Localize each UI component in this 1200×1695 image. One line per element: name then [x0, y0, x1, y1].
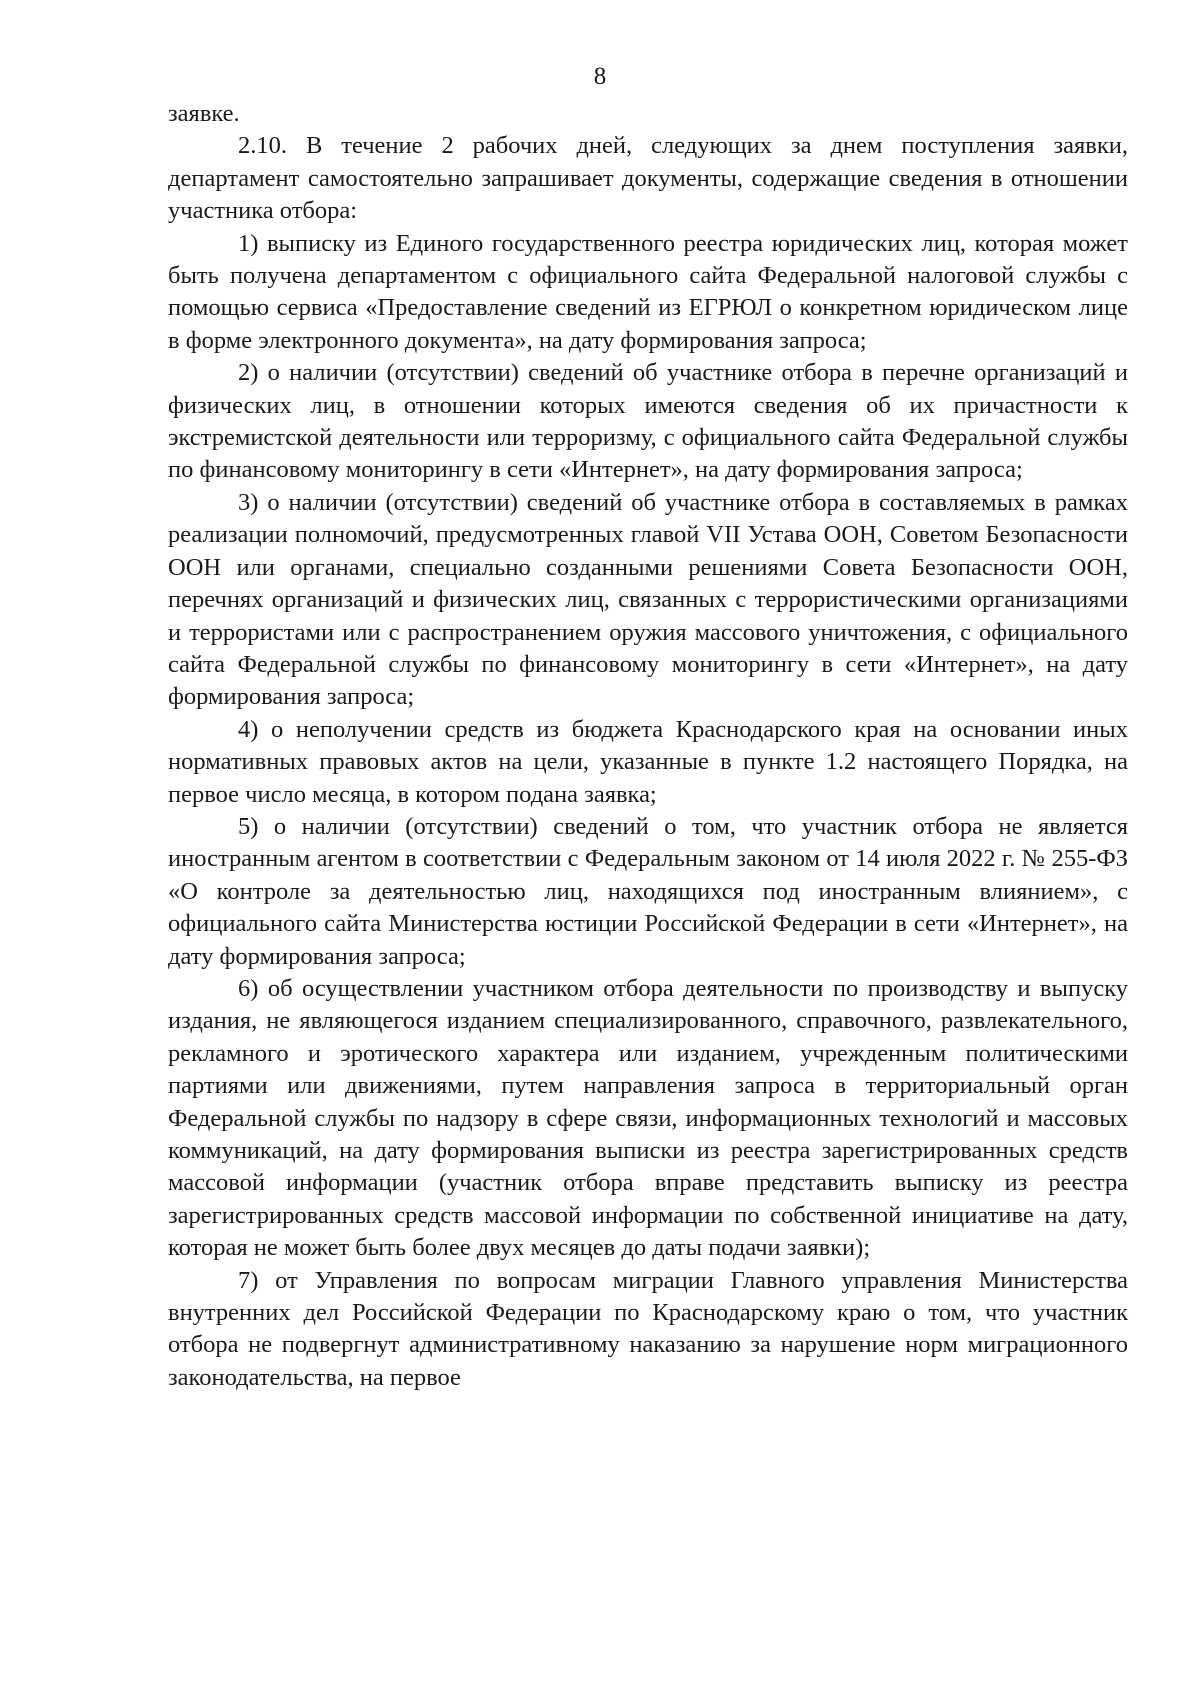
list-item-7: 7) от Управления по вопросам миграции Главного управления Министерства внутренних дел Российской Федерации по Краснодарскому краю о том, что участник отбора не подвергнут административному наказанию за нарушение норм миграционного законодательства, на первое: [168, 1266, 1128, 1391]
list-item-4: 4) о неполучении средств из бюджета Краснодарского края на основании иных нормативных правовых актов на цели, указанные в пункте 1.2 настоящего Порядка, на первое число месяца, в котором подана заявка;: [168, 715, 1128, 808]
list-item-3: 3) о наличии (отсутствии) сведений об участнике отбора в составляемых в рамках реализации полномочий, предусмотренных главой VII Устава ООН, Советом Безопасности ООН или органами, специально созданными решениями Совета Безопасности ООН, перечнях организаций и физических лиц, связанных с террористическими организациями и террористами или с распространением оружия массового уничтожения, с официального сайта Федеральной службы по финансовому мониторингу в сети «Интернет», на дату формирования запроса;: [168, 488, 1128, 711]
document-body: [168, 98, 1128, 1394]
list-item-1: 1) выписку из Единого государственного реестра юридических лиц, которая может быть получена департаментом с официального сайта Федеральной налоговой службы с помощью сервиса «Предоставление сведений из ЕГРЮЛ о конкретном юридическом лице в форме электронного документа», на дату формирования запроса;: [168, 229, 1128, 354]
paragraph-continuation: заявке.: [168, 100, 240, 127]
list-item-6: 6) об осуществлении участником отбора деятельности по производству и выпуску издания, не являющегося изданием специализированного, справочного, развлекательного, рекламного и эротического характера или изданием, учрежденным политическими партиями или движениями, путем направления запроса в территориальный орган Федеральной службы по надзору в сфере связи, информационных технологий и массовых коммуникаций, на дату формирования выписки из реестра зарегистрированных средств массовой информации (участник отбора вправе представить выписку из реестра зарегистрированных средств массовой информации по собственной инициативе на дату, которая не может быть более двух месяцев до даты подачи заявки);: [168, 974, 1128, 1262]
page-number: 8: [593, 63, 607, 90]
list-item-2: 2) о наличии (отсутствии) сведений об участнике отбора в перечне организаций и физических лиц, в отношении которых имеются сведения об их причастности к экстремистской деятельности или терроризму, с официального сайта Федеральной службы по финансовому мониторингу в сети «Интернет», на дату формирования запроса;: [168, 359, 1128, 484]
list-item-5: 5) о наличии (отсутствии) сведений о том, что участник отбора не является иностранным агентом в соответствии с Федеральным законом от 14 июля 2022 г. № 255-ФЗ «О контроле за деятельностью лиц, находящихся под иностранным влиянием», с официального сайта Министерства юстиции Российской Федерации в сети «Интернет», на дату формирования запроса;: [168, 812, 1128, 970]
paragraph-2-10: 2.10. В течение 2 рабочих дней, следующих за днем поступления заявки, департамент самостоятельно запрашивает документы, содержащие сведения в отношении участника отбора:: [168, 132, 1128, 225]
